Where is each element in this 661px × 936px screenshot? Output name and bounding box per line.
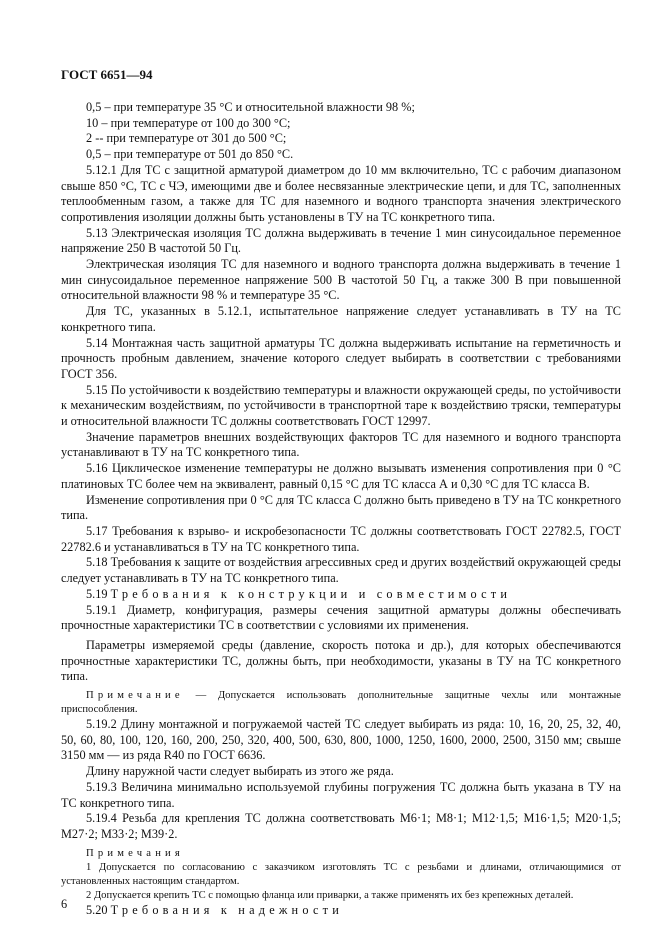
paragraph: Значение параметров внешних воздействующих факторов ТС для наземного и водного транспорта устанавливают в ТУ на ТС конкретного типа. xyxy=(61,429,621,460)
note-label: Примечание xyxy=(86,690,184,702)
paragraph: 5.16 Циклическое изменение температуры не должно вызывать изменения сопротивления при 0 °С платиновых ТС более чем на эквивалент, равный 0,15 °С для ТС класса А и 0,30 °С для ТС класса В. xyxy=(61,461,621,491)
paragraph: Параметры измеряемой среды (давление, скорость потока и др.), для которых обеспечиваются прочностные характеристики ТС, должны быть, при необходимости, указаны в ТУ на ТС конкретного типа. xyxy=(61,637,621,684)
paragraph: 5.17 Требования к взрыво- и искробезопасности ТС должны соответствовать ГОСТ 22782.5, ГОСТ 22782.6 и устанавливаться в ТУ на ТС конкретного типа. xyxy=(61,523,621,554)
section-heading-5-19 xyxy=(61,587,621,603)
page-number: 6 xyxy=(61,897,68,911)
paragraph: 2 -- при температуре от 301 до 500 °С; xyxy=(86,131,287,146)
paragraph: 5.19.3 Величина минимально используемой глубины погружения ТС должна быть указана в ТУ на ТС конкретного типа. xyxy=(61,779,621,810)
paragraph: 0,5 – при температуре от 501 до 850 °С. xyxy=(86,147,294,162)
section-heading-5-20 xyxy=(61,903,621,919)
notes-label: Примечания xyxy=(86,847,184,859)
paragraph: 0,5 – при температуре 35 °С и относительной влажности 98 %; xyxy=(86,100,415,114)
paragraph: 5.15 По устойчивости к воздействию температуры и влажности окружающей среды, по устойчивости к механическим воздействиям, по устойчивости в транспортной таре к воздействию тряски, температуры и относительной влажности ТС должны соответствовать ГОСТ 12997. xyxy=(61,382,621,429)
note xyxy=(61,689,621,717)
paragraph: Длину наружной части следует выбирать из этого же ряда. xyxy=(86,764,394,779)
paragraph: 5.18 Требования к защите от воздействия агрессивных сред и других воздействий окружающей среды следует устанавливать в ТУ на ТС конкретного типа. xyxy=(61,555,621,586)
note-item: 1 Допускается по согласованию с заказчиком изготовлять ТС с резьбами и длинами, отличающимися от установленных настоящим стандартом. xyxy=(61,861,621,887)
note-item: 2 Допускается крепить ТС с помощью фланца или приварки, а также применять их без крепежных деталей. xyxy=(86,889,574,901)
paragraph: 10 – при температуре от 100 до 300 °С; xyxy=(86,115,291,130)
note-text: — Допускается использовать дополнительные защитные чехлы или монтажные приспособления. xyxy=(61,690,621,716)
paragraph: 5.13 Электрическая изоляция ТС должна выдерживать в течение 1 мин синусоидальное переменное напряжение 250 В частотой 50 Гц. xyxy=(61,225,621,256)
paragraph: Для ТС, указанных в 5.12.1, испытательное напряжение следует устанавливать в ТУ на ТС конкретного типа. xyxy=(61,304,621,334)
document-header: ГОСТ 6651—94 xyxy=(61,67,153,82)
section-number: 5.20 xyxy=(86,902,108,917)
document-body xyxy=(61,100,621,918)
paragraph: 5.19.4 Резьба для крепления ТС должна соответствовать М6·1; М8·1; М12·1,5; М16·1,5; М20·1,5; М27·2; М33·2; М39·2. xyxy=(61,811,621,841)
paragraph: Электрическая изоляция ТС для наземного и водного транспорта должна выдерживать в течение 1 мин синусоидальное переменное напряжение 500 В частотой 50 Гц, а также 300 В при повышенной относительной влажности 98 % и температуре 35 °С. xyxy=(61,257,621,303)
paragraph: 5.14 Монтажная часть защитной арматуры ТС должна выдерживать испытание на герметичность и прочность пробным давлением, значение которого следует выбирать в соответствии с требованиями ГОСТ 356. xyxy=(61,335,621,381)
section-title: Требования к конструкции и совместимости xyxy=(110,586,512,601)
paragraph: 5.19.2 Длину монтажной и погружаемой частей ТС следует выбирать из ряда: 10, 16, 20, 25, 32, 40, 50, 60, 80, 100, 120, 160, 200, 250, 320, 400, 500, 630, 800, 1000, 1250, 1600, 2000, 2500, 3150 мм; свыше 3150 мм — из ряда R40 по ГОСТ 6636. xyxy=(61,717,621,763)
section-number: 5.19 xyxy=(86,586,108,601)
section-title: Требования к надежности xyxy=(110,902,344,917)
paragraph: 5.12.1 Для ТС с защитной арматурой диаметром до 10 мм включительно, ТС с рабочим диапазоном свыше 850 °С, ТС с ЧЭ, имеющими две и более несвязанные электрические цепи, и для ТС, заполненных теплообменным газом, а также для ТС для наземного и водного транспорта значения электрического сопротивления изоляции должны быть установлены в ТУ на ТС конкретного типа. xyxy=(61,162,621,224)
paragraph: 5.19.1 Диаметр, конфигурация, размеры сечения защитной арматуры должны обеспечивать прочностные характеристики ТС в соответствии с условиями их применения. xyxy=(61,602,621,633)
paragraph: Изменение сопротивления при 0 °С для ТС класса С должно быть приведено в ТУ на ТС конкретного типа. xyxy=(61,492,621,523)
